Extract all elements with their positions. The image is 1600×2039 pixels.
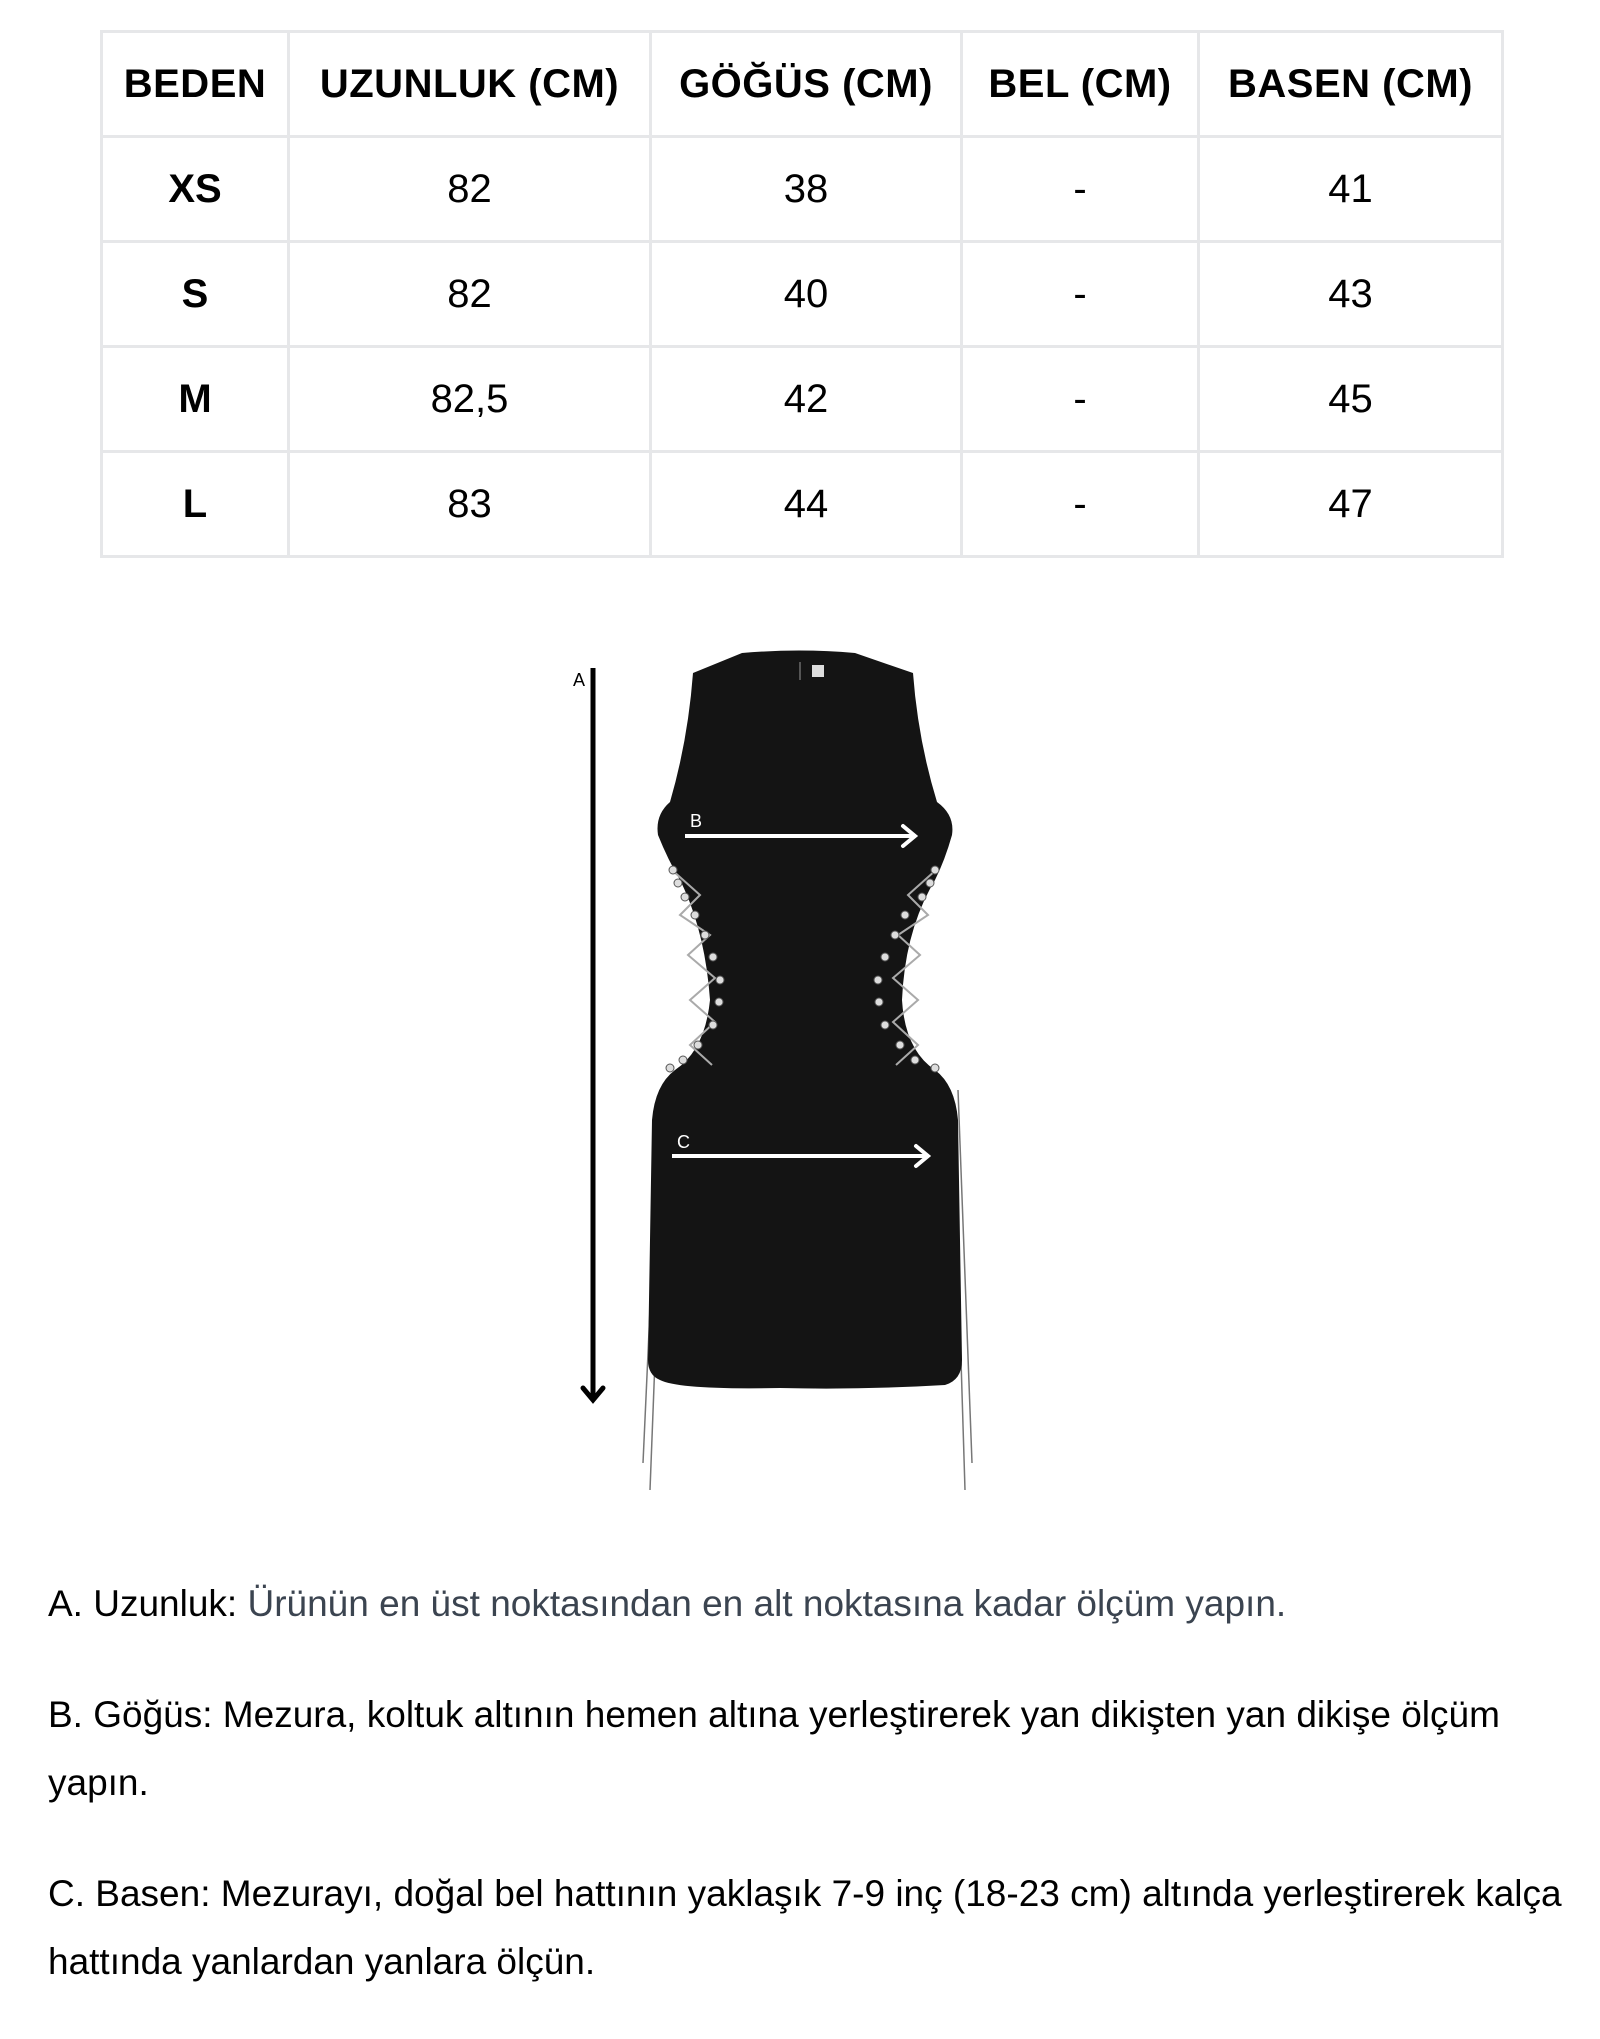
instruction-chest: B. Göğüs: Mezura, koltuk altının hemen altına yerleştirerek yan dikişten yan dikişe ölçüm yapın. [48,1694,1500,1803]
length-arrow-a [573,668,603,1400]
cell-size: XS [102,137,289,242]
measurement-instructions [48,1570,1568,2039]
cell-length: 82 [289,137,651,242]
label-c: C [677,1132,690,1152]
header-size: BEDEN [102,32,289,137]
cell-length: 82,5 [289,347,651,452]
cell-length: 83 [289,452,651,557]
dress-silhouette [648,651,962,1389]
label-a: A [573,670,586,690]
cell-hip: 45 [1199,347,1503,452]
header-waist: BEL (CM) [962,32,1199,137]
instruction-length [48,1570,1568,1638]
cell-hip: 43 [1199,242,1503,347]
table-header-row [102,32,1503,137]
table-row [102,137,1503,242]
label-b: B [690,811,703,831]
cell-chest: 40 [651,242,962,347]
table-row [102,242,1503,347]
cell-chest: 44 [651,452,962,557]
cell-size: S [102,242,289,347]
header-length: UZUNLUK (CM) [289,32,651,137]
cell-waist: - [962,347,1199,452]
measurement-diagram [0,640,1600,1510]
cell-size: L [102,452,289,557]
instruction-length-label: A. Uzunluk: [48,1583,248,1624]
cell-hip: 47 [1199,452,1503,557]
cell-chest: 38 [651,137,962,242]
table-row [102,347,1503,452]
cell-chest: 42 [651,347,962,452]
cell-waist: - [962,137,1199,242]
header-chest: GÖĞÜS (CM) [651,32,962,137]
instruction-length-text: Ürünün en üst noktasından en alt noktasına kadar ölçüm yapın. [247,1583,1287,1624]
cell-waist: - [962,452,1199,557]
size-chart-table [100,30,1504,558]
header-hip: BASEN (CM) [1199,32,1503,137]
cell-length: 82 [289,242,651,347]
cell-size: M [102,347,289,452]
table-row [102,452,1503,557]
cell-hip: 41 [1199,137,1503,242]
instruction-hip: C. Basen: Mezurayı, doğal bel hattının yaklaşık 7-9 inç (18-23 cm) altında yerleştirerek kalça hattında yanlardan yanlara ölçün. [48,1873,1562,1982]
cell-waist: - [962,242,1199,347]
neck-label [812,665,824,677]
